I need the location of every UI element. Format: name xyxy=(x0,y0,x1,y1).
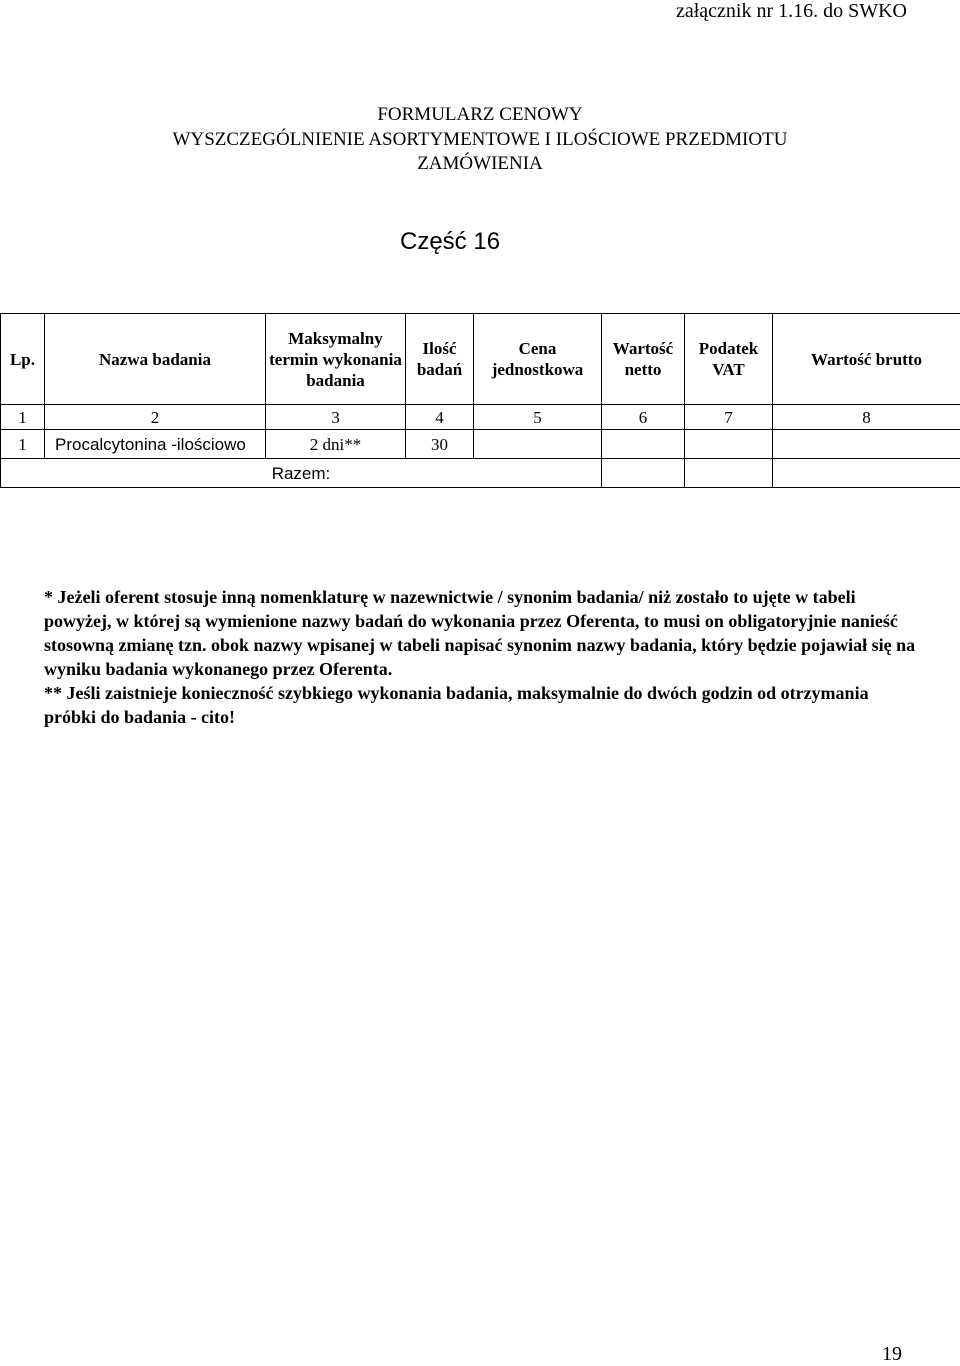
form-subtitle-line1: WYSZCZEGÓLNIENIE ASORTYMENTOWE I ILOŚCIOWE PRZEDMIOTU xyxy=(0,128,960,152)
col-header-qty: Ilość badań xyxy=(406,314,474,405)
cell-unit-price[interactable] xyxy=(474,430,602,459)
price-table xyxy=(0,313,960,488)
col-header-net: Wartość netto xyxy=(602,314,685,405)
part-heading: Część 16 xyxy=(400,228,500,256)
col-header-unit-price: Cena jednostkowa xyxy=(474,314,602,405)
col-header-term: Maksymalny termin wykonania badania xyxy=(266,314,406,405)
total-gross[interactable] xyxy=(773,459,960,488)
cell-vat[interactable] xyxy=(685,430,773,459)
column-number: 7 xyxy=(685,405,773,430)
header-row xyxy=(1,314,960,405)
page-number: 19 xyxy=(882,1343,902,1366)
cell-net-value[interactable] xyxy=(602,430,685,459)
column-number: 1 xyxy=(1,405,45,430)
column-number: 6 xyxy=(602,405,685,430)
column-number: 4 xyxy=(406,405,474,430)
form-title: FORMULARZ CENOWY xyxy=(0,103,960,127)
col-header-vat: Podatek VAT xyxy=(685,314,773,405)
column-number: 8 xyxy=(773,405,960,430)
footnotes xyxy=(44,585,924,729)
col-header-lp: Lp. xyxy=(1,314,45,405)
footnote-cito: ** Jeśli zaistnieje konieczność szybkiego wykonania badania, maksymalnie do dwóch godzin od otrzymania próbki do badania - cito! xyxy=(44,681,924,729)
column-number-row xyxy=(1,405,960,430)
cell-lp: 1 xyxy=(1,430,45,459)
cell-qty: 30 xyxy=(406,430,474,459)
table-row xyxy=(1,430,960,459)
cell-term: 2 dni** xyxy=(266,430,406,459)
column-number: 3 xyxy=(266,405,406,430)
cell-test-name: Procalcytonina -ilościowo xyxy=(45,430,266,459)
total-net[interactable] xyxy=(602,459,685,488)
form-subtitle-line2: ZAMÓWIENIA xyxy=(0,152,960,176)
total-vat[interactable] xyxy=(685,459,773,488)
column-number: 5 xyxy=(474,405,602,430)
column-number: 2 xyxy=(45,405,266,430)
total-label: Razem: xyxy=(1,459,602,488)
annex-label: załącznik nr 1.16. do SWKO xyxy=(676,0,907,23)
total-row xyxy=(1,459,960,488)
footnote-nomenclature: * Jeżeli oferent stosuje inną nomenklaturę w nazewnictwie / synonim badania/ niż zostało to ujęte w tabeli powyżej, w której są wymienione nazwy badań do wykonania przez Oferenta, to musi on obligatoryjnie nanieść stosowną zmianę tzn. obok nazwy wpisanej w tabeli napisać synonim nazwy badania, który będzie pojawiał się na wyniku badania wykonanego przez Oferenta. xyxy=(44,585,924,681)
col-header-gross: Wartość brutto xyxy=(773,314,960,405)
cell-gross-value[interactable] xyxy=(773,430,960,459)
col-header-name: Nazwa badania xyxy=(45,314,266,405)
